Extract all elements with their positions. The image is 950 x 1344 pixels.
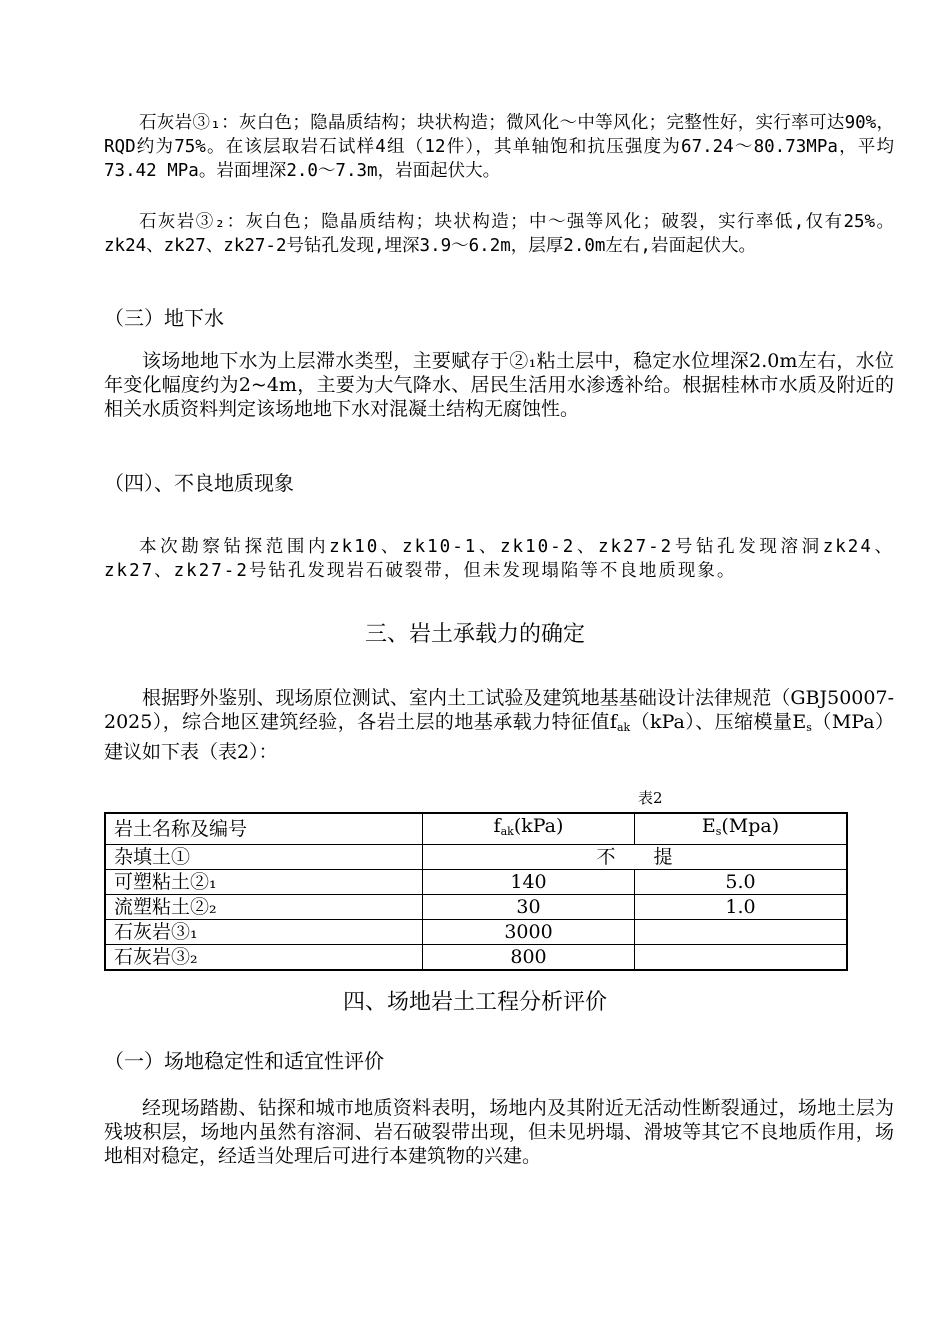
section-title-bearing-capacity: 三、岩土承载力的确定	[364, 622, 585, 647]
cell-es: 5.0	[635, 870, 848, 895]
para5-text-d: （MPa）建议如下表（表2）：	[104, 711, 894, 763]
header-name: 岩土名称及编号	[105, 813, 423, 845]
paragraph-site-stability: 经现场踏勘、钻探和城市地质资料表明，场地内及其附近无活动性断裂通过，场地土层为残坡积层，场地内虽然有溶洞、岩石破裂带出现，但未见坍塌、滑坡等其它不良地质作用，场地相对稳定，经适当处理后可进行本建筑物的兴建。	[104, 1097, 894, 1167]
table-row	[105, 895, 847, 920]
header-fak-sub: ak	[500, 825, 514, 838]
heading-site-stability: （一）场地稳定性和适宜性评价	[104, 1049, 384, 1073]
header-fak	[423, 813, 635, 845]
cell-fak: 30	[423, 895, 635, 920]
para5-sub-c: s	[806, 721, 812, 734]
bearing-capacity-table	[104, 812, 848, 971]
paragraph-bearing-capacity	[104, 686, 894, 764]
cell-name: 流塑粘土②₂	[105, 895, 423, 920]
cell-es: 1.0	[635, 895, 848, 920]
cell-name: 石灰岩③₁	[105, 920, 423, 945]
table-row	[105, 945, 847, 971]
section-title-analysis: 四、场地岩土工程分析评价	[342, 990, 607, 1015]
para5-text-c: （kPa）、压缩模量E	[630, 711, 807, 733]
para5-sub-b: ak	[616, 721, 631, 734]
cell-name: 可塑粘土②₁	[105, 870, 423, 895]
cell-name: 石灰岩③₂	[105, 945, 423, 971]
cell-fak: 800	[423, 945, 635, 971]
cell-fak: 140	[423, 870, 635, 895]
paragraph-limestone-3-2: 石灰岩③₂：灰白色；隐晶质结构；块状构造；中～强等风化；破裂，实行率低,仅有25%。zk24、zk27、zk27-2号钻孔发现,埋深3.9～6.2m，层厚2.0m左右,岩面起伏大。	[104, 212, 894, 256]
header-es-tail: (Mpa)	[721, 815, 780, 837]
table-row	[105, 920, 847, 945]
cell-name: 杂填土①	[105, 845, 423, 870]
cell-es	[635, 920, 848, 945]
table-row	[105, 870, 847, 895]
table-caption: 表2	[638, 789, 663, 807]
heading-adverse-geology: （四）、不良地质现象	[104, 471, 294, 495]
heading-groundwater: （三）地下水	[104, 306, 224, 330]
cell-fak: 3000	[423, 920, 635, 945]
header-es-sub: s	[715, 825, 722, 838]
cell-es	[635, 945, 848, 971]
paragraph-groundwater: 该场地地下水为上层滞水类型，主要赋存于②₁粘土层中，稳定水位埋深2.0m左右，水位年变化幅度约为2~4m，主要为大气降水、居民生活用水渗透补给。根据桂林市水质及附近的相关水质资料判定该场地地下水对混凝土结构无腐蚀性。	[104, 350, 894, 420]
header-fak-tail: (kPa)	[513, 815, 564, 837]
para5-text-b: f	[609, 711, 617, 733]
table-row	[105, 845, 847, 870]
cell-merged: 不 提	[423, 845, 848, 870]
header-fak-main: f	[493, 815, 501, 837]
para5-text-a: 根据野外鉴别、现场原位测试、室内土工试验及建筑地基基础设计法律规范（GBJ50007-2025），综合地区建筑经验，各岩土层的地基承载力特征值	[104, 687, 894, 733]
paragraph-limestone-3-1: 石灰岩③₁：灰白色；隐晶质结构；块状构造；微风化～中等风化；完整性好，实行率可达90%，RQD约为75%。在该层取岩石试样4组（12件），其单轴饱和抗压强度为67.24～80.73MPa，平均73.42 MPa。岩面埋深2.0～7.3m，岩面起伏大。	[104, 113, 894, 181]
header-es	[635, 813, 848, 845]
paragraph-adverse-geology: 本次勘察钻探范围内zk10、zk10-1、zk10-2、zk27-2号钻孔发现溶洞zk24、zk27、zk27-2号钻孔发现岩石破裂带，但未发现塌陷等不良地质现象。	[104, 537, 894, 581]
table-header-row	[105, 813, 847, 845]
header-es-main: E	[701, 815, 716, 837]
